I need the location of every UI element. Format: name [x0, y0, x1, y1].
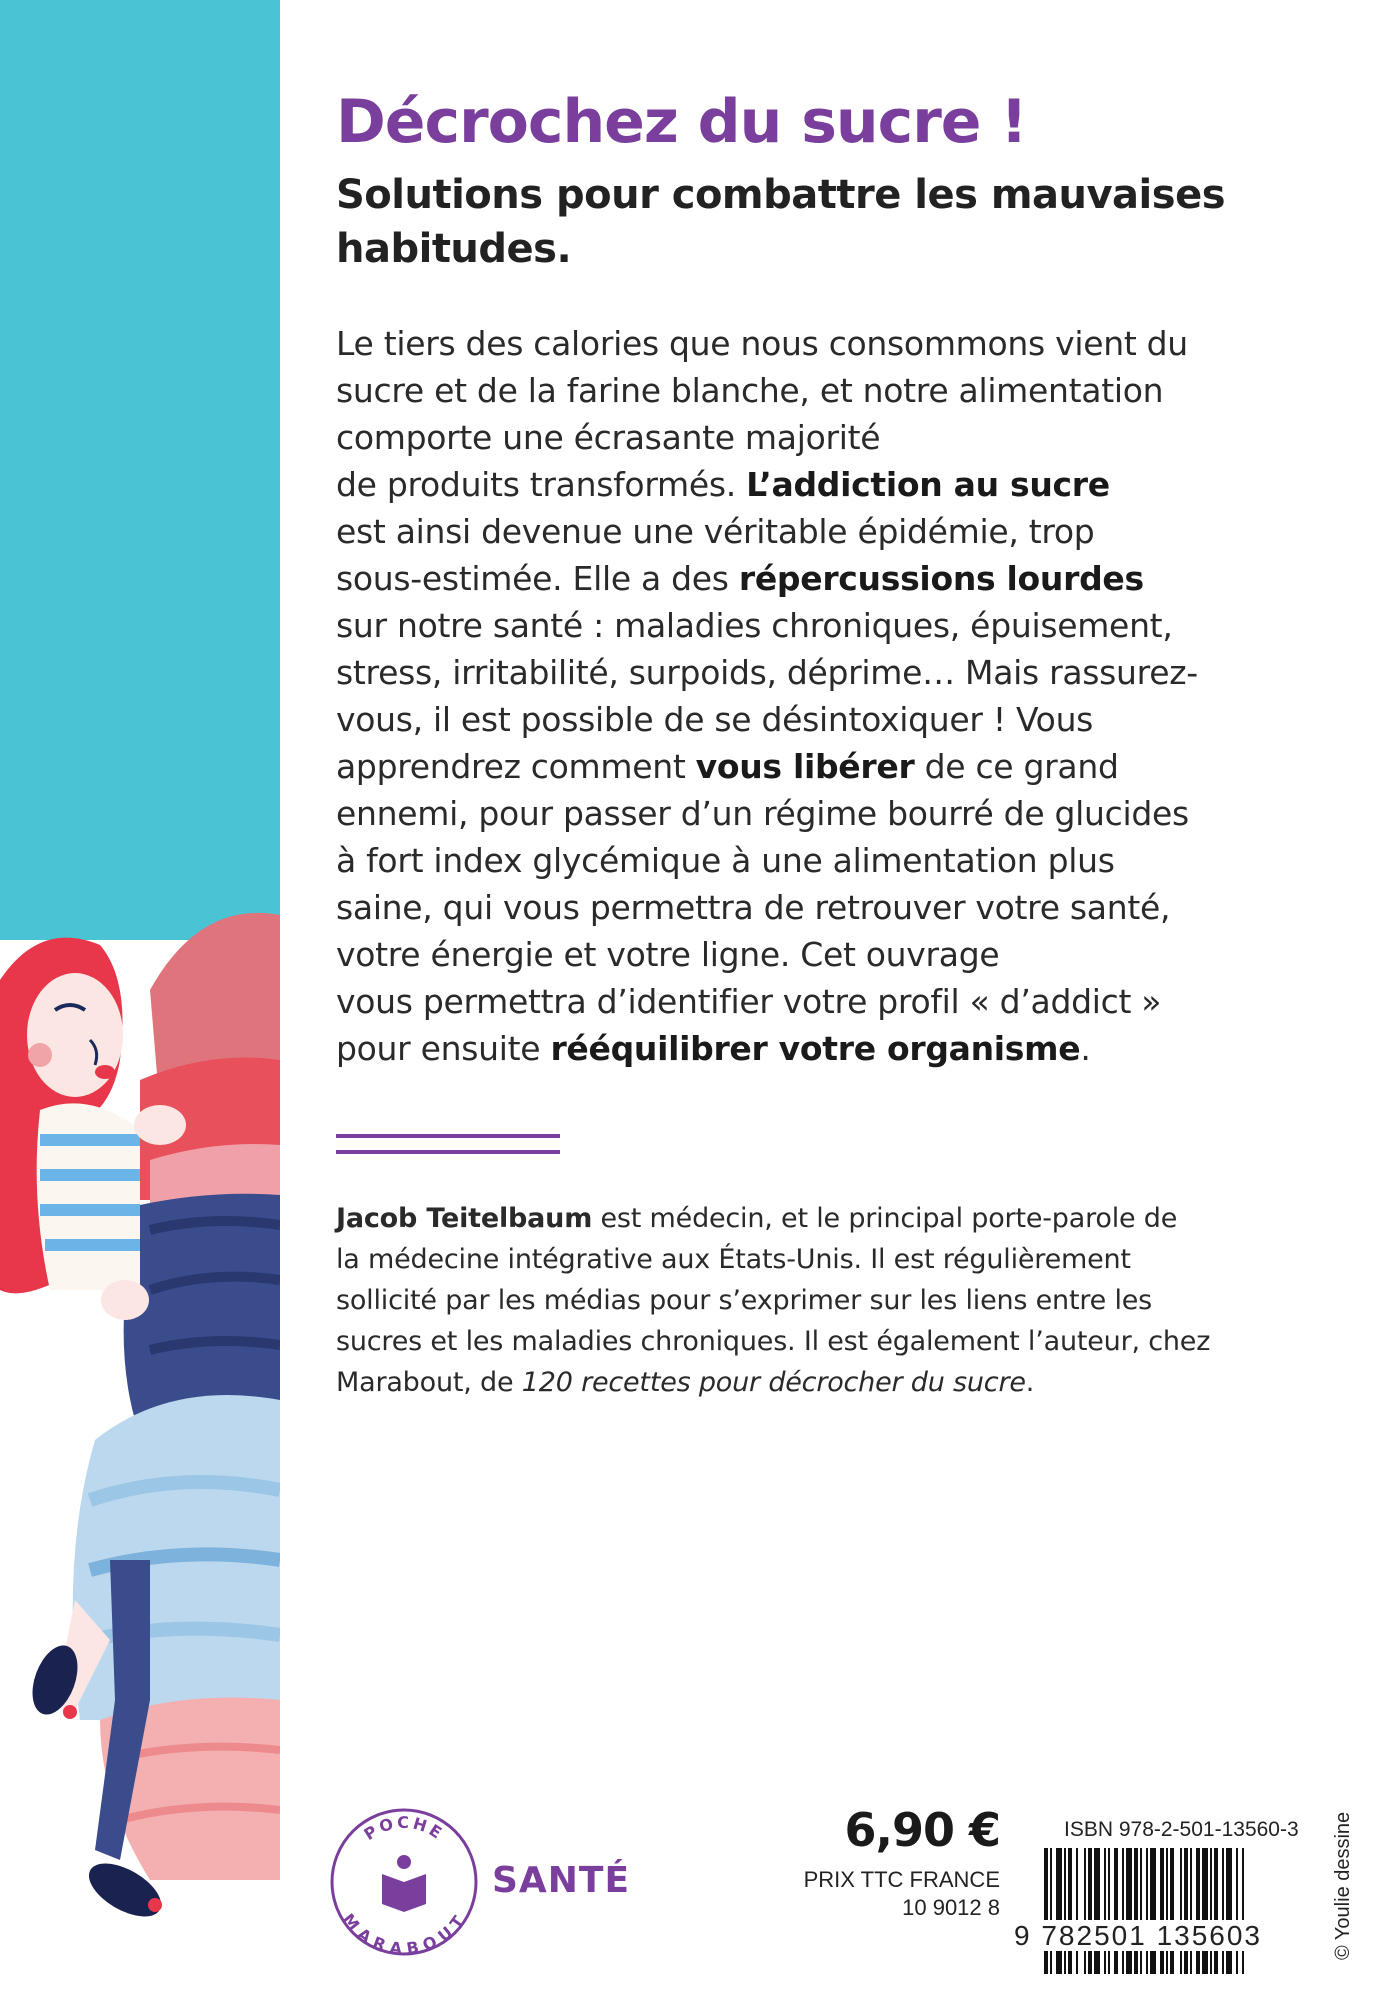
barcode-bar	[1050, 1848, 1052, 1974]
book-reference: 120 recettes pour décrocher du sucre	[521, 1367, 1026, 1398]
poche-marabout-logo	[328, 1806, 480, 1958]
blurb-text: apprendrez comment	[336, 747, 696, 786]
barcode-bar	[1134, 1848, 1138, 1974]
barcode-bar	[1160, 1848, 1164, 1974]
book-reader-icon	[382, 1855, 426, 1912]
bio-text: .	[1025, 1367, 1035, 1398]
barcode-bar	[1068, 1848, 1072, 1974]
barcode-bar	[1140, 1848, 1142, 1974]
barcode-digits-text: 9 782501 135603	[1014, 1920, 1262, 1951]
isbn-label: ISBN 978-2-501-13560-3	[1064, 1818, 1299, 1841]
logo-text-bottom: MARABOUT	[338, 1909, 470, 1958]
barcode-bar	[1056, 1848, 1062, 1974]
barcode-bar	[1180, 1848, 1182, 1974]
illustration-credit: © Youlie dessine	[1332, 1811, 1354, 1960]
blurb-line: vous permettra d’identifier votre profil « d’addict »	[336, 982, 1162, 1021]
bio-text: est médecin, et le principal porte-parole de	[592, 1203, 1178, 1234]
blurb-line: vous, il est possible de se désintoxiquer ! Vous	[336, 700, 1094, 739]
barcode-bar	[1150, 1848, 1156, 1974]
barcode-digits	[1012, 1920, 1264, 1952]
subtitle-line: habitudes.	[336, 226, 572, 272]
subtitle-line: Solutions pour combattre les mauvaises	[336, 172, 1226, 218]
price-amount: 6,90 €	[844, 1803, 1000, 1857]
divider-line	[336, 1134, 560, 1138]
barcode-bar	[1126, 1848, 1132, 1974]
blurb-line: comporte une écrasante majorité	[336, 418, 881, 457]
blurb-line	[336, 1025, 1276, 1072]
barcode-bar	[1242, 1848, 1244, 1974]
barcode-bar	[1202, 1848, 1208, 1974]
cover-illustration-band	[0, 0, 280, 2004]
illustration-woman-macarons	[0, 0, 280, 2004]
section-divider	[336, 1134, 560, 1154]
blurb-line	[336, 461, 1276, 508]
blurb-line: Le tiers des calories que nous consommons vient du	[336, 324, 1188, 363]
barcode-bar	[1184, 1848, 1188, 1974]
blurb-line: à fort index glycémique à une alimentation plus	[336, 841, 1115, 880]
blurb-text: sous-estimée. Elle a des	[336, 559, 739, 598]
price-code: 10 9012 8	[902, 1895, 1000, 1920]
barcode-bar	[1190, 1848, 1192, 1974]
price-label: PRIX TTC FRANCE	[803, 1867, 1000, 1892]
barcode-bar	[1210, 1848, 1212, 1974]
barcode-bar	[1122, 1848, 1124, 1974]
back-cover-text	[336, 80, 1296, 1403]
price-block	[780, 1804, 1000, 1922]
blurb-highlight: L’addiction au sucre	[746, 465, 1110, 504]
barcode-bar	[1104, 1848, 1106, 1974]
blurb-text: de ce grand	[914, 747, 1119, 786]
author-bio	[336, 1198, 1276, 1403]
barcode-bar	[1170, 1848, 1174, 1974]
collection-label: SANTÉ	[492, 1860, 631, 1901]
barcode-bar	[1114, 1848, 1118, 1974]
blurb-line: sur notre santé : maladies chroniques, épuisement,	[336, 606, 1173, 645]
barcode-bar	[1196, 1848, 1200, 1974]
blurb-text: de produits transformés.	[336, 465, 747, 504]
bio-line: sucres et les maladies chroniques. Il est également l’auteur, chez	[336, 1326, 1211, 1357]
barcode-bar	[1226, 1848, 1232, 1974]
barcode-bar	[1214, 1848, 1218, 1974]
blurb-line: votre énergie et votre ligne. Cet ouvrage	[336, 935, 1000, 974]
bio-line: sollicité par les médias pour s’exprimer sur les liens entre les	[336, 1285, 1153, 1316]
blurb-line	[336, 555, 1276, 602]
blurb-highlight: répercussions lourdes	[738, 559, 1144, 598]
turquoise-band	[0, 0, 280, 940]
blurb-line: est ainsi devenue une véritable épidémie, trop	[336, 512, 1095, 551]
blurb-highlight: vous libérer	[695, 747, 915, 786]
blurb-line: ennemi, pour passer d’un régime bourré de glucides	[336, 794, 1189, 833]
barcode-bar	[1108, 1848, 1110, 1974]
author-name: Jacob Teitelbaum	[336, 1203, 593, 1234]
blurb-text: pour ensuite	[336, 1029, 551, 1068]
barcode-bar	[1166, 1848, 1168, 1974]
divider-line	[336, 1150, 560, 1154]
bio-line	[336, 1362, 1276, 1403]
barcode-bar	[1064, 1848, 1066, 1974]
blurb-paragraph	[336, 320, 1276, 1072]
barcode-bar	[1236, 1848, 1238, 1974]
blurb-line: sucre et de la farine blanche, et notre alimentation	[336, 371, 1164, 410]
blurb-line	[336, 743, 1276, 790]
barcode-bar	[1146, 1848, 1148, 1974]
blurb-line: saine, qui vous permettra de retrouver votre santé,	[336, 888, 1171, 927]
svg-text:MARABOUT	[339, 1910, 470, 1958]
barcode-bar	[1094, 1848, 1100, 1974]
isbn-barcode	[1040, 1848, 1306, 1974]
barcode-bar	[1088, 1848, 1092, 1974]
book-subtitle	[336, 168, 1296, 276]
barcode-bar	[1076, 1848, 1078, 1974]
logo-text-top: POCHE	[360, 1812, 448, 1844]
barcode-bar	[1044, 1848, 1048, 1974]
bio-text: Marabout, de	[336, 1367, 522, 1398]
barcode-bar	[1222, 1848, 1224, 1974]
blurb-text: .	[1080, 1029, 1091, 1068]
book-title: Décrochez du sucre !	[336, 87, 1027, 157]
barcode-bar	[1084, 1848, 1086, 1974]
bio-line	[336, 1198, 1276, 1239]
bio-line: la médecine intégrative aux États-Unis. Il est régulièrement	[336, 1244, 1131, 1275]
blurb-highlight: rééquilibrer votre organisme	[550, 1029, 1081, 1068]
blurb-line: stress, irritabilité, surpoids, déprime… Mais rassurez-	[336, 653, 1198, 692]
